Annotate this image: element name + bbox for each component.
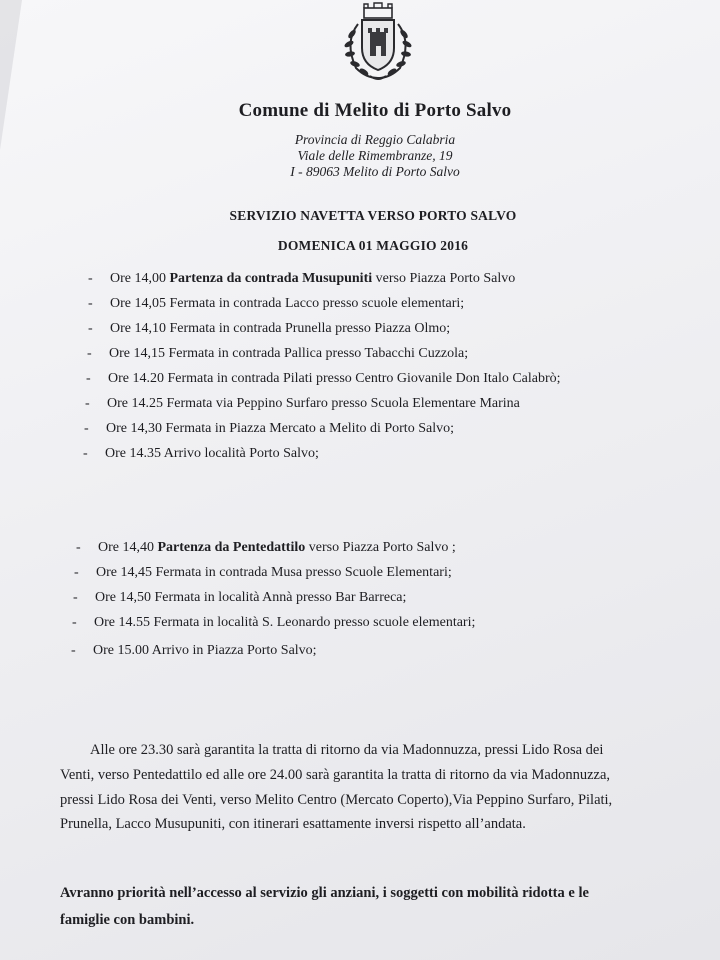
- bullet-dash: -: [85, 396, 90, 411]
- item-text: Ore 14.25 Fermata via Peppino Surfaro presso Scuola Elementare Marina: [107, 396, 520, 411]
- priority-line: Avranno priorità nell’accesso al servizio gli anziani, i soggetti con mobilità ridotta e le: [60, 885, 589, 901]
- bullet-dash: -: [73, 590, 78, 605]
- list-item: [83, 446, 319, 462]
- bullet-dash: -: [72, 615, 77, 630]
- paragraph-line: Alle ore 23.30 sarà garantita la tratta di ritorno da via Madonnuzza, pressi Lido Rosa dei: [90, 742, 604, 758]
- address-postal: I - 89063 Melito di Porto Salvo: [290, 164, 460, 179]
- item-bold-text: Partenza da Pentedattilo: [157, 540, 306, 555]
- list-item: [85, 396, 520, 412]
- item-text: Ore 14,15 Fermata in contrada Pallica presso Tabacchi Cuzzola;: [109, 346, 469, 361]
- bullet-dash: -: [88, 321, 93, 336]
- list-item: [72, 615, 475, 631]
- bullet-dash: -: [87, 346, 92, 361]
- paper-edge: [0, 0, 22, 150]
- list-item: [88, 296, 464, 312]
- item-text: Ore 14,45 Fermata in contrada Musa presso Scuole Elementari;: [96, 565, 452, 580]
- bullet-dash: -: [76, 540, 81, 555]
- municipal-crest-icon: [332, 2, 424, 84]
- list-item: [71, 643, 317, 659]
- bullet-dash: -: [71, 643, 76, 658]
- paragraph-line: pressi Lido Rosa dei Venti, verso Melito Centro (Mercato Coperto),Via Peppino Surfaro, Pilati,: [60, 792, 613, 808]
- list-item: [86, 371, 561, 387]
- bullet-dash: -: [88, 296, 93, 311]
- item-text-tail: verso Piazza Porto Salvo ;: [305, 540, 456, 555]
- item-text: Ore 14.55 Fermata in località S. Leonardo presso scuole elementari;: [94, 615, 476, 630]
- list-item: [87, 346, 468, 362]
- address-province: Provincia di Reggio Calabria: [294, 132, 456, 147]
- service-date: DOMENICA 01 MAGGIO 2016: [277, 238, 469, 253]
- item-text: Ore 14,10 Fermata in contrada Prunella presso Piazza Olmo;: [110, 321, 451, 336]
- item-text: Ore 14,40: [98, 540, 158, 555]
- list-item: [88, 271, 515, 287]
- bullet-dash: -: [86, 371, 91, 386]
- paragraph-line: Venti, verso Pentedattilo ed alle ore 24.00 sarà garantita la tratta di ritorno da via Madonnuzza,: [60, 767, 611, 783]
- item-bold-text: Partenza da contrada Musupuniti: [169, 271, 373, 286]
- bullet-dash: -: [83, 446, 88, 461]
- item-text: Ore 14.20 Fermata in contrada Pilati presso Centro Giovanile Don Italo Calabrò;: [108, 371, 561, 386]
- paragraph-line: Prunella, Lacco Musupuniti, con itinerari esattamente inversi rispetto all’andata.: [60, 816, 526, 832]
- list-item: [76, 540, 456, 556]
- bullet-dash: -: [88, 271, 93, 286]
- list-item: [74, 565, 452, 581]
- item-text: Ore 14,50 Fermata in località Annà presso Bar Barreca;: [95, 590, 407, 605]
- item-text: Ore 14,00: [110, 271, 170, 286]
- bullet-dash: -: [74, 565, 79, 580]
- item-text: Ore 14,30 Fermata in Piazza Mercato a Melito di Porto Salvo;: [106, 421, 454, 436]
- municipality-title: Comune di Melito di Porto Salvo: [238, 100, 512, 121]
- service-title: SERVIZIO NAVETTA VERSO PORTO SALVO: [229, 208, 517, 223]
- item-text: Ore 14,05 Fermata in contrada Lacco presso scuole elementari;: [110, 296, 465, 311]
- priority-line: famiglie con bambini.: [60, 912, 195, 928]
- list-item: [73, 590, 406, 606]
- address-street: Viale delle Rimembranze, 19: [297, 148, 453, 163]
- list-item: [88, 321, 450, 337]
- list-item: [84, 421, 454, 437]
- bullet-dash: -: [84, 421, 89, 436]
- item-text: Ore 14.35 Arrivo località Porto Salvo;: [105, 446, 319, 461]
- item-text-tail: verso Piazza Porto Salvo: [372, 271, 516, 286]
- item-text: Ore 15.00 Arrivo in Piazza Porto Salvo;: [93, 643, 317, 658]
